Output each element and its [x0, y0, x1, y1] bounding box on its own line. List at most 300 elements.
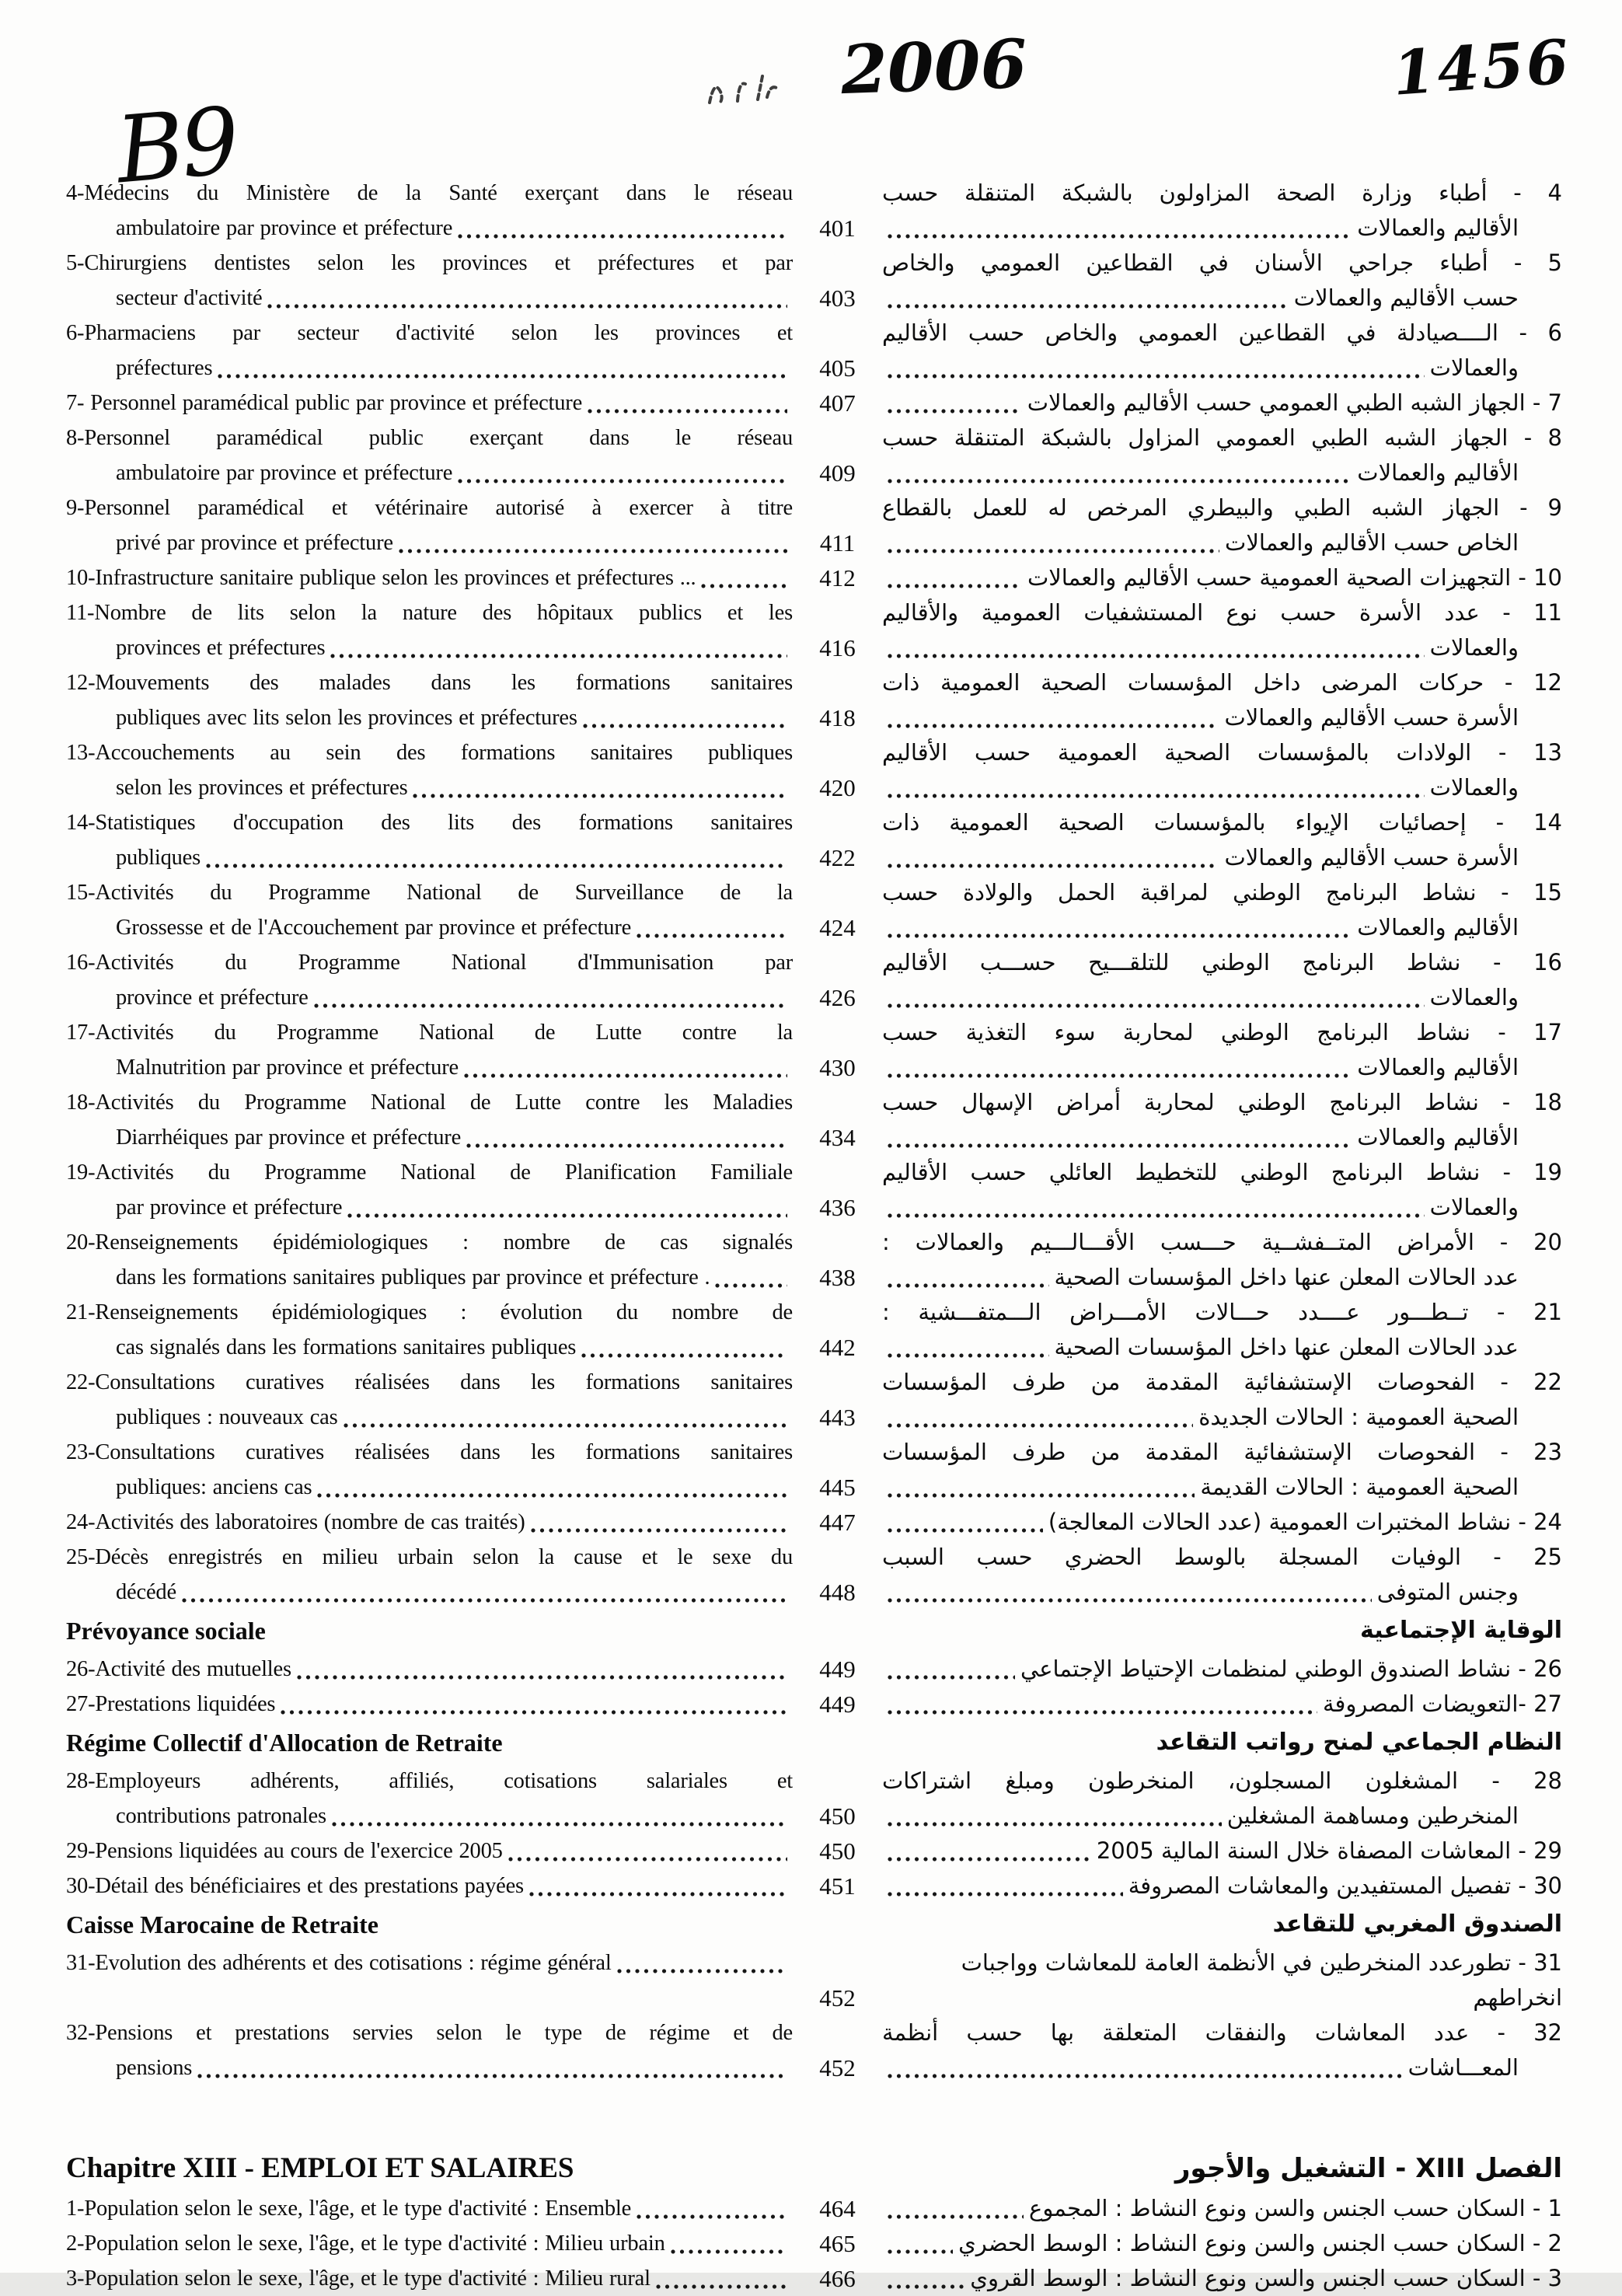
toc-text: provinces et préfectures: [116, 636, 326, 660]
toc-page-number: 447: [819, 1509, 856, 1536]
toc-line-arabic: 32 - عدد المعاشات والنفقات المتعلقة بها حسب أنظمة: [882, 2019, 1562, 2046]
toc-line-french: [66, 770, 793, 805]
toc-line-french: [66, 2050, 793, 2085]
toc-line-french: 11-Nombre de lits selon la nature des hôpitaux publics et les: [66, 601, 793, 625]
toc-line-arabic: 14 - إحصائيات الإيواء بالمؤسسات الصحية العمومية ذات: [882, 809, 1562, 836]
toc-entry-french: [66, 735, 793, 805]
toc-page-number: 407: [819, 389, 856, 417]
toc-line-arabic: 9 - الجهاز الشبه الطبي والبيطري المرخص له للعمل بالقطاع: [882, 494, 1562, 521]
toc-line-french: [66, 1945, 793, 1980]
toc-line-arabic: 8 - الجهاز الشبه الطبي العمومي المزاول بالشبكة المتنقلة حسب: [882, 424, 1562, 451]
toc-line-french: [66, 386, 793, 420]
toc-text: 1-Population selon le sexe, l'âge, et le type d'activité : Ensemble: [66, 2197, 632, 2221]
toc-text: والعمالات: [1429, 1194, 1519, 1220]
toc-page-number: 430: [819, 1054, 856, 1081]
toc-entry-french: [66, 1764, 793, 1834]
toc-entry-arabic: [882, 2191, 1562, 2226]
dot-leader: [529, 1892, 787, 1896]
toc-line-french: [66, 980, 793, 1015]
toc-entry-arabic: [882, 1834, 1562, 1869]
toc-text: وجنس المتوفى: [1376, 1579, 1519, 1605]
toc-text: publiques avec lits selon les provinces et préfectures: [116, 706, 577, 730]
toc-text: 24 - نشاط المختبرات العمومية (عدد الحالات المعالجة): [1048, 1509, 1562, 1535]
toc-page-number: 450: [819, 1837, 856, 1865]
toc-entry-arabic: [882, 2226, 1562, 2261]
toc-line-french: [66, 700, 793, 735]
toc-line-arabic: [882, 2191, 1562, 2226]
toc-page-number: 465: [819, 2230, 856, 2257]
toc-entry-arabic: [882, 420, 1562, 490]
toc-line-french: [66, 211, 793, 246]
toc-text: 29-Pensions liquidées au cours de l'exercice 2005: [66, 1839, 503, 1863]
toc-text: par province et préfecture: [116, 1195, 343, 1220]
dot-leader: [581, 1353, 787, 1358]
toc-line-french: 16-Activités du Programme National d'Immunisation par: [66, 951, 793, 975]
toc-line-french: [66, 455, 793, 490]
toc-page-number: 412: [819, 564, 856, 591]
toc-line-french: [66, 1260, 793, 1295]
toc-text: Grossesse et de l'Accouchement par province et préfecture: [116, 916, 632, 940]
toc-line-arabic: [882, 1687, 1562, 1722]
toc-entry-arabic: [882, 1365, 1562, 1435]
toc-line-french: [66, 1050, 793, 1085]
toc-line-arabic: [882, 560, 1562, 595]
toc-text: 27-Prestations liquidées: [66, 1692, 276, 1716]
toc-entry-french: [66, 1945, 793, 2015]
toc-line-arabic: [882, 351, 1562, 386]
toc-entry-arabic: [882, 735, 1562, 805]
toc-entry-french: [66, 1155, 793, 1225]
toc-page-number: 445: [819, 1474, 856, 1501]
toc-line-arabic: [882, 281, 1562, 316]
handwritten-mark-top-left: B9: [112, 86, 241, 204]
toc-line-french: 17-Activités du Programme National de Lutte contre la: [66, 1021, 793, 1045]
toc-page-number: 426: [819, 984, 856, 1011]
dot-leader: [888, 1493, 1195, 1498]
toc-line-arabic: [882, 1575, 1562, 1610]
dot-leader: [888, 409, 1022, 413]
toc-page-number: 452: [819, 1984, 856, 2012]
toc-line-arabic: 11 - عدد الأسرة حسب نوع المستشفيات العمومية والأقاليم: [882, 599, 1562, 626]
toc-text: الصحية العمومية : الحالات القديمة: [1200, 1474, 1519, 1500]
dot-leader: [888, 724, 1219, 728]
toc-text: الأسرة حسب الأقاليم والعمالات: [1224, 704, 1519, 731]
section-heading-french: Régime Collectif d'Allocation de Retraite: [66, 1729, 503, 1757]
toc-text: publiques: anciens cas: [116, 1475, 312, 1499]
toc-entry-french: [66, 316, 793, 386]
toc-text: 3-Population selon le sexe, l'âge, et le type d'activité : Milieu rural: [66, 2266, 651, 2291]
toc-line-arabic: [882, 1505, 1562, 1540]
dot-leader: [701, 584, 787, 588]
toc-text: حسب الأقاليم والعمالات: [1293, 284, 1519, 311]
toc-entry-french: [66, 1652, 793, 1687]
dot-leader: [637, 933, 787, 938]
dot-leader: [888, 1675, 1015, 1680]
toc-line-french: 12-Mouvements des malades dans les formations sanitaires: [66, 671, 793, 695]
toc-text: publiques: [116, 846, 201, 870]
toc-page-number: 401: [819, 215, 856, 242]
dot-leader: [888, 1213, 1425, 1218]
toc-entry-arabic: [882, 1540, 1562, 1610]
toc-entry-arabic: [882, 875, 1562, 945]
toc-text: 31-Evolution des adhérents et des cotisations : régime général: [66, 1951, 612, 1975]
dot-leader: [656, 2284, 787, 2289]
toc-line-arabic: [882, 840, 1562, 875]
toc-page-number: 416: [819, 634, 856, 661]
toc-line-arabic: [882, 1260, 1562, 1295]
toc-entry-french: [66, 1295, 793, 1365]
toc-text: 26-Activité des mutuelles: [66, 1657, 291, 1681]
dot-leader: [888, 1598, 1372, 1603]
toc-text: 3 - السكان حسب الجنس والسن ونوع النشاط : الوسط القروي: [970, 2265, 1562, 2291]
toc-text: secteur d'activité: [116, 286, 263, 310]
dot-leader: [588, 409, 787, 413]
dot-leader: [466, 1143, 787, 1148]
toc-line-arabic: 25 - الوفيات المسجلة بالوسط الحضري حسب السبب: [882, 1544, 1562, 1570]
toc: [66, 176, 1562, 2296]
toc-text: عدد الحالات المعلن عنها داخل المؤسسات الصحية: [1054, 1334, 1519, 1360]
toc-entry-arabic: [882, 1945, 1562, 2015]
dot-leader: [888, 1822, 1222, 1827]
toc-line-french: 6-Pharmaciens par secteur d'activité selon les provinces et: [66, 321, 793, 345]
toc-line-french: 28-Employeurs adhérents, affiliés, cotisations salariales et: [66, 1769, 793, 1793]
dot-leader: [888, 549, 1219, 553]
toc-page-number: 405: [819, 354, 856, 382]
toc-text: 7 - الجهاز الشبه الطبي العمومي حسب الأقاليم والعمالات: [1027, 389, 1562, 416]
toc-line-french: [66, 1687, 793, 1722]
toc-line-arabic: [882, 980, 1562, 1015]
toc-line-arabic: 19 - نشاط البرنامج الوطني للتخطيط العائلي حسب الأقاليم: [882, 1159, 1562, 1185]
toc-entry-french: [66, 176, 793, 246]
toc-line-arabic: [882, 700, 1562, 735]
dot-leader: [617, 1969, 787, 1973]
toc-page-number: 449: [819, 1656, 856, 1683]
toc-entry-french: [66, 1505, 793, 1540]
toc-entry-french: [66, 420, 793, 490]
dot-leader: [330, 654, 787, 658]
toc-text: 10 - التجهيزات الصحية العمومية حسب الأقاليم والعمالات: [1027, 564, 1562, 591]
toc-line-french: 5-Chirurgiens dentistes selon les provinces et préfectures et par: [66, 251, 793, 275]
toc-entry-french: [66, 1834, 793, 1869]
toc-text: الأقاليم والعمالات: [1357, 459, 1519, 486]
toc-line-arabic: [882, 1834, 1562, 1869]
dot-leader: [218, 374, 787, 379]
toc-entry-arabic: [882, 1869, 1562, 1903]
dot-leader: [888, 1528, 1043, 1533]
toc-line-french: [66, 560, 793, 595]
toc-entry-french: [66, 1869, 793, 1903]
toc-entry-arabic: [882, 595, 1562, 665]
dot-leader: [464, 1073, 787, 1078]
toc-text: والعمالات: [1429, 354, 1519, 381]
scribble-mark: [703, 54, 835, 117]
toc-line-french: [66, 910, 793, 945]
toc-entry-arabic: [882, 1225, 1562, 1295]
dot-leader: [888, 1143, 1352, 1148]
toc-page-number: 449: [819, 1691, 856, 1718]
dot-leader: [344, 1423, 787, 1428]
dot-leader: [317, 1493, 787, 1498]
toc-entry-arabic: [882, 1085, 1562, 1155]
toc-text: 2-Population selon le sexe, l'âge, et le type d'activité : Milieu urbain: [66, 2231, 665, 2256]
toc-text: 1 - السكان حسب الجنس والسن ونوع النشاط : المجموع: [1029, 2195, 1562, 2221]
toc-entry-french: [66, 665, 793, 735]
toc-line-french: [66, 630, 793, 665]
toc-line-arabic: [882, 1869, 1562, 1903]
toc-page-number: 438: [819, 1264, 856, 1291]
toc-text: عدد الحالات المعلن عنها داخل المؤسسات الصحية: [1054, 1264, 1519, 1290]
toc-entry-french: [66, 595, 793, 665]
toc-text: dans les formations sanitaires publiques par province et préfecture .: [116, 1265, 710, 1289]
toc-line-arabic: 12 - حركات المرضى داخل المؤسسات الصحية العمومية ذات: [882, 669, 1562, 696]
toc-line-arabic: [882, 1470, 1562, 1505]
toc-line-french: [66, 1799, 793, 1834]
toc-page-number: 436: [819, 1194, 856, 1221]
toc-text: privé par province et préfecture: [116, 531, 393, 555]
toc-text: publiques : nouveaux cas: [116, 1405, 338, 1429]
toc-entry-arabic: [882, 1435, 1562, 1505]
toc-line-arabic: 4 - أطباء وزارة الصحة المزاولون بالشبكة المتنقلة حسب: [882, 180, 1562, 206]
toc-line-french: [66, 1869, 793, 1903]
toc-entry-arabic: [882, 665, 1562, 735]
toc-line-arabic: [882, 2050, 1562, 2085]
toc-line-arabic: [882, 2261, 1562, 2296]
section-heading-arabic: الفصل XIII - التشغيل والأجور: [1174, 2153, 1562, 2184]
toc-line-french: 19-Activités du Programme National de Planification Familiale: [66, 1160, 793, 1185]
toc-line-french: [66, 1120, 793, 1155]
toc-line-arabic: [882, 1400, 1562, 1435]
toc-entry-arabic: [882, 1764, 1562, 1834]
dot-leader: [458, 234, 787, 239]
toc-line-french: [66, 1470, 793, 1505]
dot-leader: [888, 2284, 964, 2289]
dot-leader: [888, 479, 1352, 483]
toc-line-arabic: [882, 525, 1562, 560]
toc-line-french: [66, 1834, 793, 1869]
toc-line-french: 20-Renseignements épidémiologiques : nombre de cas signalés: [66, 1230, 793, 1254]
toc-entry-arabic: [882, 1687, 1562, 1722]
dot-leader: [297, 1675, 787, 1680]
toc-text: pensions: [116, 2056, 193, 2080]
toc-entry-french: [66, 246, 793, 316]
toc-line-french: 15-Activités du Programme National de Surveillance de la: [66, 881, 793, 905]
toc-entry-french: [66, 1365, 793, 1435]
heading-spacer: [793, 2146, 882, 2191]
toc-line-arabic: [882, 1050, 1562, 1085]
dot-leader: [206, 864, 787, 868]
toc-page-number: 451: [819, 1872, 856, 1900]
dot-leader: [197, 2074, 787, 2078]
toc-page-number: 418: [819, 704, 856, 731]
dot-leader: [637, 2214, 787, 2219]
toc-line-arabic: [882, 455, 1562, 490]
toc-page-number: 450: [819, 1802, 856, 1830]
toc-line-arabic: 31 - تطورعدد المنخرطين في الأنظمة العامة للمعاشات وواجبات انخراطهم: [961, 1949, 1562, 2011]
toc-page-number: 434: [819, 1124, 856, 1151]
toc-line-french: [66, 1330, 793, 1365]
toc-line-french: 32-Pensions et prestations servies selon le type de régime et de: [66, 2021, 793, 2045]
toc-entry-arabic: [882, 246, 1562, 316]
section-heading-french: Chapitre XIII - EMPLOI ET SALAIRES: [66, 2152, 574, 2184]
toc-line-arabic: [882, 1120, 1562, 1155]
dot-leader: [347, 1213, 787, 1218]
dot-leader: [888, 933, 1352, 938]
toc-line-french: [66, 525, 793, 560]
dot-leader: [888, 794, 1425, 798]
toc-text: الأسرة حسب الأقاليم والعمالات: [1224, 844, 1519, 871]
toc-line-arabic: 15 - نشاط البرنامج الوطني لمراقبة الحمل والولادة حسب: [882, 879, 1562, 905]
toc-text: cas signalés dans les formations sanitaires publiques: [116, 1335, 577, 1359]
toc-line-french: [66, 2261, 793, 2296]
toc-line-arabic: 13 - الولادات بالمؤسسات الصحية العمومية حسب الأقاليم: [882, 739, 1562, 766]
toc-entry-arabic: [882, 386, 1562, 420]
toc-line-french: [66, 1505, 793, 1540]
toc-entry-french: [66, 1225, 793, 1295]
toc-entry-arabic: [882, 2261, 1562, 2296]
toc-line-french: 13-Accouchements au sein des formations sanitaires publiques: [66, 741, 793, 765]
toc-line-arabic: [882, 211, 1562, 246]
dot-leader: [531, 1528, 787, 1533]
toc-line-arabic: 16 - نشاط البرنامج الوطني للتلقـــيح حســـب الأقاليم: [882, 949, 1562, 975]
toc-text: contributions patronales: [116, 1804, 326, 1828]
dot-leader: [888, 584, 1022, 588]
toc-line-french: [66, 1652, 793, 1687]
toc-entry-french: [66, 1687, 793, 1722]
toc-entry-arabic: [882, 176, 1562, 246]
toc-text: المعـــاشات: [1407, 2054, 1519, 2081]
dot-leader: [332, 1822, 787, 1827]
dot-leader: [888, 654, 1425, 658]
handwritten-mark-top-right: 1456: [1390, 26, 1573, 110]
toc-line-french: [66, 2191, 793, 2226]
toc-text: الأقاليم والعمالات: [1357, 215, 1519, 241]
dot-leader: [671, 2249, 787, 2254]
toc-entry-french: [66, 560, 793, 595]
dot-leader: [508, 1857, 787, 1862]
toc-text: المنخرطين ومساهمة المشغلين: [1226, 1802, 1519, 1829]
toc-line-french: 8-Personnel paramédical public exerçant dans le réseau: [66, 426, 793, 450]
dot-leader: [715, 1283, 787, 1288]
toc-line-french: [66, 2226, 793, 2261]
toc-entry-arabic: [882, 945, 1562, 1015]
heading-spacer: [793, 1903, 882, 1945]
toc-page-number: 409: [819, 459, 856, 487]
toc-page-number: 442: [819, 1334, 856, 1361]
toc-text: الأقاليم والعمالات: [1357, 1124, 1519, 1150]
toc-text: province et préfecture: [116, 986, 309, 1010]
toc-text: 24-Activités des laboratoires (nombre de cas traités): [66, 1510, 525, 1534]
toc-line-arabic: [882, 1190, 1562, 1225]
toc-text: préfectures: [116, 356, 213, 380]
dot-leader: [413, 794, 787, 798]
toc-line-french: 23-Consultations curatives réalisées dans les formations sanitaires: [66, 1440, 793, 1464]
toc-entry-arabic: [882, 316, 1562, 386]
toc-text: 7- Personnel paramédical public par province et préfecture: [66, 391, 583, 415]
toc-text: 29 - المعاشات المصفاة خلال السنة المالية 2005: [1096, 1837, 1562, 1864]
handwritten-mark-top-center: 2006: [839, 24, 1029, 110]
dot-leader: [182, 1598, 787, 1603]
dot-leader: [458, 479, 787, 483]
dot-leader: [888, 1353, 1049, 1358]
toc-page-number: 411: [819, 529, 856, 557]
toc-entry-french: [66, 2191, 793, 2226]
toc-page-number: 424: [819, 914, 856, 941]
toc-line-arabic: [882, 2226, 1562, 2261]
toc-entry-arabic: [882, 1505, 1562, 1540]
toc-entry-french: [66, 1015, 793, 1085]
toc-text: décédé: [116, 1580, 176, 1604]
toc-text: ambulatoire par province et préfecture: [116, 216, 453, 240]
toc-text: والعمالات: [1429, 774, 1519, 801]
toc-entry-arabic: [882, 560, 1562, 595]
toc-page-number: 464: [819, 2195, 856, 2222]
toc-line-arabic: 6 - الــــصيادلة في القطاعين العمومي والخاص حسب الأقاليم: [882, 319, 1562, 346]
toc-text: Malnutrition par province et préfecture: [116, 1056, 459, 1080]
toc-entry-arabic: [882, 1652, 1562, 1687]
toc-line-french: 21-Renseignements épidémiologiques : évolution du nombre de: [66, 1300, 793, 1324]
toc-line-arabic: 21 - تــطـــور عــــدد حـــالات الأمـــراض الـــمتفـــشية :: [882, 1299, 1562, 1325]
toc-line-french: 18-Activités du Programme National de Lutte contre les Maladies: [66, 1090, 793, 1115]
toc-line-arabic: [882, 630, 1562, 665]
dot-leader: [888, 374, 1425, 379]
toc-entry-french: [66, 875, 793, 945]
dot-leader: [314, 1003, 787, 1008]
toc-line-french: [66, 1575, 793, 1610]
toc-line-french: 4-Médecins du Ministère de la Santé exerçant dans le réseau: [66, 181, 793, 205]
section-heading-french: Caisse Marocaine de Retraite: [66, 1910, 378, 1938]
toc-text: Diarrhéiques par province et préfecture: [116, 1125, 462, 1150]
dot-leader: [888, 304, 1289, 309]
toc-line-arabic: [882, 770, 1562, 805]
toc-page-number: 443: [819, 1404, 856, 1431]
toc-text: 30-Détail des bénéficiaires et des prestations payées: [66, 1874, 524, 1898]
toc-page-number: 448: [819, 1579, 856, 1606]
toc-text: ambulatoire par province et préfecture: [116, 461, 453, 485]
toc-entry-french: [66, 2015, 793, 2085]
dot-leader: [888, 1892, 1123, 1896]
toc-line-french: [66, 840, 793, 875]
toc-text: الصحية العمومية : الحالات الجديدة: [1198, 1404, 1519, 1430]
toc-text: 10-Infrastructure sanitaire publique selon les provinces et préfectures ...: [66, 566, 696, 590]
toc-text: 2 - السكان حسب الجنس والسن ونوع النشاط : الوسط الحضري: [958, 2230, 1562, 2256]
toc-line-arabic: [882, 910, 1562, 945]
toc-entry-french: [66, 1435, 793, 1505]
toc-text: 26 - نشاط الصندوق الوطني لمنظمات الإحتياط الإجتماعي: [1020, 1656, 1562, 1682]
toc-line-french: [66, 281, 793, 316]
dot-leader: [583, 724, 787, 728]
toc-line-french: 14-Statistiques d'occupation des lits des formations sanitaires: [66, 811, 793, 835]
dot-leader: [888, 2074, 1403, 2078]
toc-line-arabic: 18 - نشاط البرنامج الوطني لمحاربة أمراض الإسهال حسب: [882, 1089, 1562, 1115]
toc-line-arabic: [882, 386, 1562, 420]
dot-leader: [281, 1710, 787, 1715]
toc-entry-french: [66, 2261, 793, 2296]
dot-leader: [888, 1710, 1317, 1715]
dot-leader: [888, 234, 1352, 239]
section-heading-french: Prévoyance sociale: [66, 1617, 266, 1645]
toc-line-french: [66, 1400, 793, 1435]
toc-line-french: [66, 1190, 793, 1225]
dot-leader: [888, 2214, 1024, 2219]
dot-leader: [888, 1073, 1352, 1078]
toc-text: 30 - تفصيل المستفيدين والمعاشات المصروفة: [1128, 1872, 1562, 1899]
toc-line-french: 25-Décès enregistrés en milieu urbain selon la cause et le sexe du: [66, 1545, 793, 1569]
toc-text: selon les provinces et préfectures: [116, 776, 408, 800]
heading-spacer: [793, 1722, 882, 1764]
dot-leader: [267, 304, 787, 309]
section-heading-arabic: الصندوق المغربي للتقاعد: [1272, 1910, 1562, 1938]
toc-entry-arabic: [882, 1155, 1562, 1225]
